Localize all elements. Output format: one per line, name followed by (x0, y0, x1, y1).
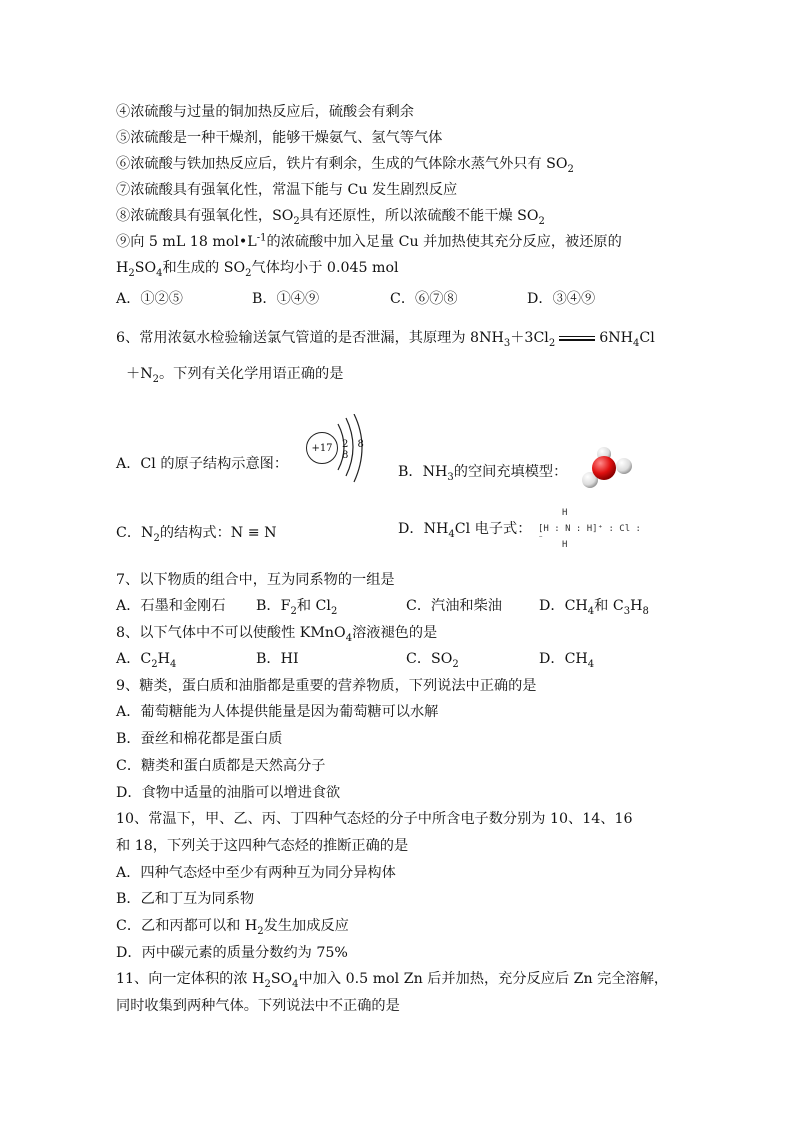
option-text: 发生加成反应 (263, 918, 349, 934)
q7-option-b[interactable] (256, 597, 337, 615)
subscript: 3 (447, 471, 454, 483)
formula-part: SO (134, 260, 157, 276)
q6-stem-text: 6NH (599, 330, 634, 346)
option-text: 的结构式：N ≡ N (159, 525, 277, 541)
q10-option-c[interactable] (116, 917, 349, 935)
chlorine-atom-diagram (304, 414, 374, 484)
subscript: 3 (503, 337, 511, 349)
option-text: D．CH (539, 651, 588, 667)
subscript: 2 (264, 978, 271, 990)
equals-sign (559, 334, 595, 343)
q9-option-b[interactable]: B．蚕丝和棉花都是蛋白质 (116, 731, 283, 747)
option-text: C．乙和丙都可以和 H (116, 918, 258, 934)
option-text: H (157, 651, 171, 667)
subscript: 4 (170, 658, 177, 670)
q6-option-a[interactable]: A．Cl 的原子结构示意图： (116, 456, 289, 472)
q6-stem-text: 。下列有关化学用语正确的是 (158, 366, 344, 382)
subscript: 4 (587, 605, 595, 617)
option-text: D．NH (398, 521, 449, 537)
q10-option-d[interactable]: D．丙中碳元素的质量分数约为 75% (116, 945, 348, 961)
statement-8-text-a: ⑧浓硫酸具有强氧化性，SO (116, 208, 294, 224)
subscript: 2 (567, 163, 574, 175)
subscript: 8 (642, 605, 649, 617)
option-text: A．C (116, 651, 152, 667)
q9-stem: 9、糖类，蛋白质和油脂都是重要的营养物质，下列说法中正确的是 (116, 678, 537, 694)
q6-stem-text: Cl (639, 330, 655, 346)
q5-option-a[interactable]: A．①②⑤ (116, 291, 183, 307)
q10-option-b[interactable]: B．乙和丁互为同系物 (116, 891, 255, 907)
option-text: C．N (116, 525, 154, 541)
option-text: 和 Cl (296, 598, 331, 614)
subscript: 4 (156, 267, 163, 279)
superscript: -1 (256, 232, 267, 244)
subscript: 2 (128, 267, 135, 279)
subscript: 2 (151, 658, 158, 670)
q9-option-a[interactable]: A．葡萄糖能为人体提供能量是因为葡萄糖可以水解 (116, 704, 439, 720)
q11-stem-text: 中加入 0.5 mol Zn 后并加热，充分反应后 Zn 完全溶解， (298, 971, 669, 987)
q9-option-c[interactable]: C．糖类和蛋白质都是天然高分子 (116, 758, 326, 774)
q6-option-d[interactable] (398, 520, 531, 538)
subscript: 4 (345, 632, 353, 644)
q9-option-d[interactable]: D．食物中适量的油脂可以增进食欲 (116, 785, 341, 801)
statement-7: ⑦浓硫酸具有强氧化性，常温下能与 Cu 发生剧烈反应 (116, 182, 458, 198)
q8-option-c[interactable] (406, 650, 459, 668)
q11-stem-text: 11、向一定体积的浓 H (116, 971, 265, 987)
q10-stem-line1: 10、常温下，甲、乙、丙、丁四种气态烃的分子中所含电子数分别为 10、14、16 (116, 811, 633, 827)
q7-option-c[interactable]: C．汽油和柴油 (406, 598, 502, 614)
option-text: B．NH (398, 464, 448, 480)
subscript: 2 (452, 658, 459, 670)
q8-option-a[interactable] (116, 650, 176, 668)
subscript: 2 (152, 373, 159, 385)
q5-option-d[interactable]: D．③④⑨ (527, 291, 596, 307)
option-text: C．SO (406, 651, 453, 667)
q10-stem-line2: 和 18，下列关于这四种气态烃的推断正确的是 (116, 838, 409, 854)
q11-stem-line2: 同时收集到两种气体。下列说法中不正确的是 (116, 998, 400, 1014)
statement-4: ④浓硫酸与过量的铜加热反应后，硫酸会有剩余 (116, 104, 414, 120)
q7-stem: 7、以下物质的组合中，互为同系物的一组是 (116, 572, 395, 588)
statement-9-cont (116, 259, 399, 277)
option-text: H (630, 598, 643, 614)
q6-stem (116, 329, 655, 347)
q6-stem-text: ＋3Cl (510, 330, 549, 346)
q6-stem-line2 (126, 365, 343, 383)
subscript: 4 (587, 658, 595, 670)
q6-stem-text: ＋N (126, 366, 153, 382)
subscript: 2 (548, 337, 556, 349)
subscript: 2 (330, 605, 338, 617)
lewis-h-bottom: H (562, 540, 568, 550)
option-text: B．F (256, 598, 291, 614)
q10-option-a[interactable]: A．四种气态烃中至少有两种互为同分异构体 (116, 865, 396, 881)
option-text: 和 C (594, 598, 624, 614)
subscript: 2 (293, 215, 300, 227)
q5-option-c[interactable]: C．⑥⑦⑧ (390, 291, 458, 307)
option-text: 的空间充填模型： (453, 464, 568, 480)
text-part: 和生成的 SO (162, 260, 246, 276)
statement-8 (116, 207, 545, 225)
q8-option-d[interactable] (539, 650, 594, 668)
nh3-space-filling-model (580, 446, 638, 492)
q5-option-b[interactable]: B．①④⑨ (252, 291, 320, 307)
subscript: 4 (633, 337, 640, 349)
q11-stem-text: SO (270, 971, 293, 987)
q6-option-c[interactable] (116, 524, 277, 542)
option-text: Cl 电子式： (454, 521, 532, 537)
text-part: 气体均小于 0.045 mol (251, 260, 399, 276)
statement-6 (116, 155, 574, 173)
lewis-main: [H : N : H]⁺ : Cl : ⁻ (538, 524, 641, 544)
subscript: 2 (153, 532, 160, 544)
statement-5: ⑤浓硫酸是一种干燥剂，能够干燥氨气、氢气等气体 (116, 130, 443, 146)
subscript: 2 (245, 267, 252, 279)
subscript: 3 (623, 605, 631, 617)
q8-stem (116, 624, 437, 642)
nucleus: +17 (306, 432, 338, 464)
formula-part: H (116, 260, 129, 276)
shell-electron-counts: 2 8 8 (342, 439, 367, 461)
q8-option-b[interactable]: B．HI (256, 651, 299, 667)
q7-option-d[interactable] (539, 597, 649, 615)
statement-9-text-b: 的浓硫酸中加入足量 Cu 并加热使其充分反应，被还原的 (266, 234, 622, 250)
statement-6-text: ⑥浓硫酸与铁加热反应后，铁片有剩余，生成的气体除水蒸气外只有 SO (116, 156, 568, 172)
lewis-h-top: H (562, 508, 568, 518)
statement-9-text-a: ⑨向 5 mL 18 mol•L (116, 234, 257, 250)
statement-8-text-b: 具有还原性，所以浓硫酸不能干燥 SO (299, 208, 539, 224)
nh4cl-electron-formula (538, 508, 648, 554)
q8-stem-text: 8、以下气体中不可以使酸性 KMnO (116, 625, 346, 641)
subscript: 2 (290, 605, 297, 617)
subscript: 4 (448, 528, 455, 540)
q6-option-b[interactable] (398, 463, 567, 481)
q11-stem-line1 (116, 970, 668, 988)
subscript: 2 (538, 215, 545, 227)
subscript: 2 (257, 925, 264, 937)
q8-stem-text: 溶液褪色的是 (352, 625, 438, 641)
subscript: 4 (292, 978, 299, 990)
q7-option-a[interactable]: A．石墨和金刚石 (116, 598, 226, 614)
option-text: D．CH (539, 598, 588, 614)
q6-stem-text: 6、常用浓氨水检验输送氯气管道的是否泄漏，其原理为 8NH (116, 330, 504, 346)
statement-9 (116, 233, 622, 251)
